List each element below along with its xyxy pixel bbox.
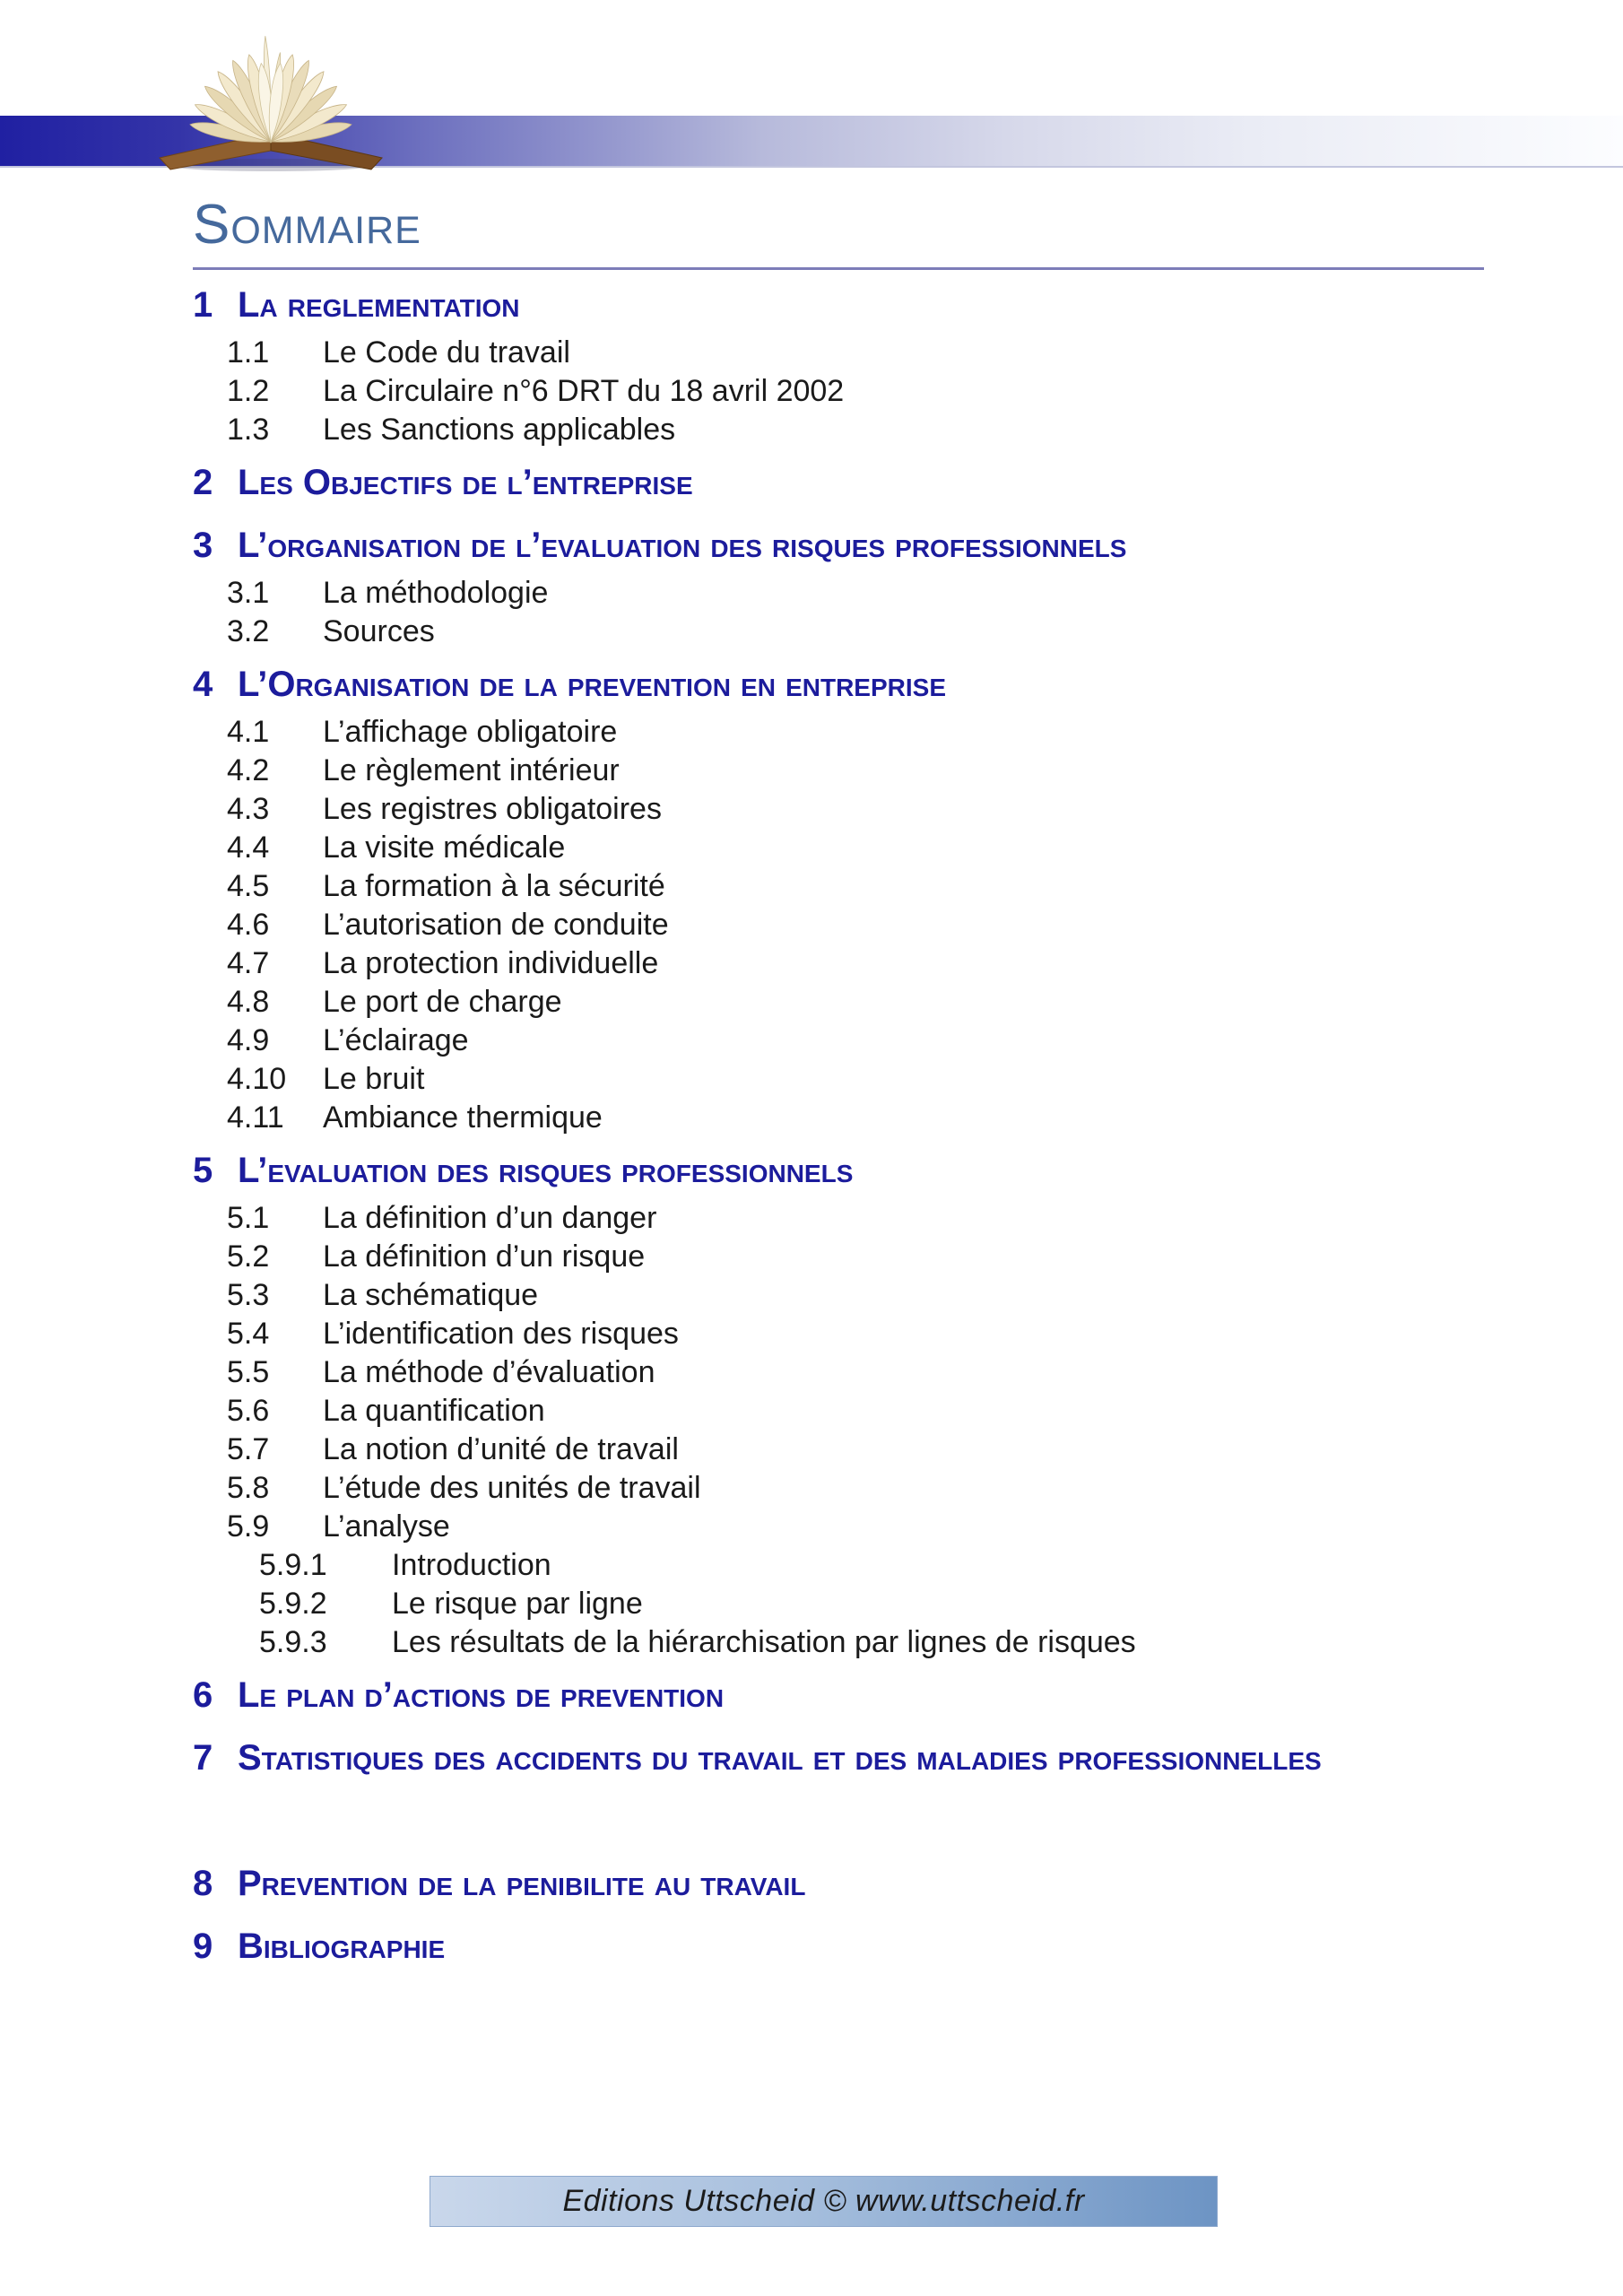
toc-entry bbox=[193, 1099, 603, 1137]
toc-label: Sources bbox=[323, 614, 435, 648]
toc-number: 6 bbox=[193, 1675, 213, 1715]
toc-entry bbox=[193, 1315, 679, 1353]
toc-number: 3 bbox=[193, 526, 213, 565]
toc-section bbox=[193, 1726, 1322, 1789]
toc-label: La définition d’un risque bbox=[323, 1239, 646, 1274]
toc-number: 5.5 bbox=[227, 1355, 270, 1389]
toc-number: 1 bbox=[193, 285, 213, 325]
toc-label: La Circulaire n°6 DRT du 18 avril 2002 bbox=[323, 374, 845, 408]
toc-entry bbox=[193, 1238, 645, 1276]
open-book-icon bbox=[136, 23, 405, 176]
toc-label: L’étude des unités de travail bbox=[323, 1471, 701, 1505]
toc-label: L’evaluation des risques professionnels bbox=[238, 1151, 854, 1190]
toc-entry bbox=[193, 829, 565, 867]
toc-section bbox=[193, 1852, 805, 1915]
toc-number: 4.3 bbox=[227, 792, 270, 826]
toc-label: Les Sanctions applicables bbox=[323, 413, 676, 447]
toc-number: 4.8 bbox=[227, 985, 270, 1019]
toc-label: Les registres obligatoires bbox=[323, 792, 662, 826]
toc-label: L’organisation de l’evaluation des risques professionnels bbox=[238, 526, 1127, 565]
toc-number: 9 bbox=[193, 1926, 213, 1966]
toc-entry bbox=[193, 1469, 701, 1508]
toc-label: La définition d’un danger bbox=[323, 1201, 657, 1235]
toc-number: 5.3 bbox=[227, 1278, 270, 1312]
toc-section bbox=[193, 653, 946, 716]
toc-entry bbox=[193, 1508, 450, 1546]
toc-label: Introduction bbox=[392, 1548, 551, 1582]
toc-label: Le risque par ligne bbox=[392, 1587, 643, 1621]
toc-number: 3.1 bbox=[227, 576, 270, 610]
toc-label: Le plan d’actions de prevention bbox=[238, 1675, 725, 1715]
toc-entry bbox=[193, 1431, 679, 1469]
toc-section bbox=[193, 514, 1126, 577]
toc-number: 5.4 bbox=[227, 1317, 270, 1351]
toc-label: La visite médicale bbox=[323, 831, 566, 865]
toc-entry bbox=[193, 983, 562, 1022]
toc-section bbox=[193, 1664, 724, 1726]
toc-number: 7 bbox=[193, 1738, 213, 1778]
toc-entry bbox=[193, 1353, 655, 1392]
toc-number: 4 bbox=[193, 665, 213, 704]
toc-label: Le port de charge bbox=[323, 985, 562, 1019]
toc-number: 5.1 bbox=[227, 1201, 270, 1235]
toc-label: La protection individuelle bbox=[323, 946, 659, 980]
toc-number: 5.9.2 bbox=[259, 1587, 327, 1621]
toc-entry bbox=[193, 752, 620, 790]
toc-label: Bibliographie bbox=[238, 1926, 446, 1966]
toc-label: Le règlement intérieur bbox=[323, 753, 620, 787]
toc-number: 5.9.3 bbox=[259, 1625, 327, 1659]
toc-number: 4.7 bbox=[227, 946, 270, 980]
toc-entry bbox=[193, 1546, 551, 1585]
title-rule bbox=[193, 267, 1484, 270]
toc-label: L’éclairage bbox=[323, 1023, 469, 1057]
toc-number: 3.2 bbox=[227, 614, 270, 648]
toc-label: Le Code du travail bbox=[323, 335, 570, 370]
toc-entry bbox=[193, 713, 617, 752]
toc-label: L’affichage obligatoire bbox=[323, 715, 618, 749]
toc-entry bbox=[193, 1060, 424, 1099]
toc-label: La formation à la sécurité bbox=[323, 869, 665, 903]
toc-number: 1.3 bbox=[227, 413, 270, 447]
toc-entry bbox=[193, 411, 675, 449]
toc-number: 4.6 bbox=[227, 908, 270, 942]
toc-number: 2 bbox=[193, 463, 213, 502]
toc-number: 4.10 bbox=[227, 1062, 287, 1096]
toc-section bbox=[193, 274, 520, 336]
toc-number: 5.6 bbox=[227, 1394, 270, 1428]
toc-entry bbox=[193, 1623, 1136, 1662]
toc-entry bbox=[193, 906, 669, 944]
toc-entry bbox=[193, 1022, 469, 1060]
toc-entry bbox=[193, 613, 435, 651]
toc-number: 1.2 bbox=[227, 374, 270, 408]
toc-label: L’Organisation de la prevention en entreprise bbox=[238, 665, 947, 704]
toc-entry bbox=[193, 867, 665, 906]
toc-entry bbox=[193, 1199, 656, 1238]
toc-entry bbox=[193, 790, 662, 829]
toc-number: 5.2 bbox=[227, 1239, 270, 1274]
toc-number: 4.4 bbox=[227, 831, 270, 865]
toc-number: 4.9 bbox=[227, 1023, 270, 1057]
toc-number: 5.7 bbox=[227, 1432, 270, 1466]
toc-label: La méthode d’évaluation bbox=[323, 1355, 655, 1389]
toc-entry bbox=[193, 574, 548, 613]
toc-entry bbox=[193, 1585, 643, 1623]
page-title: Sommaire bbox=[193, 194, 421, 256]
toc-label: Les résultats de la hiérarchisation par lignes de risques bbox=[392, 1625, 1136, 1659]
toc-entry bbox=[193, 372, 844, 411]
toc-entry bbox=[193, 1276, 538, 1315]
toc-label: L’analyse bbox=[323, 1509, 450, 1544]
toc-label: La notion d’unité de travail bbox=[323, 1432, 679, 1466]
toc-label: La reglementation bbox=[238, 285, 520, 325]
toc-label: Ambiance thermique bbox=[323, 1100, 603, 1135]
toc-label: Le bruit bbox=[323, 1062, 425, 1096]
toc-label: La méthodologie bbox=[323, 576, 549, 610]
toc-entry bbox=[193, 334, 570, 372]
toc-entry bbox=[193, 1392, 545, 1431]
footer-bar bbox=[430, 2176, 1218, 2227]
toc-number: 4.2 bbox=[227, 753, 270, 787]
toc-entry bbox=[193, 944, 658, 983]
toc-label: L’autorisation de conduite bbox=[323, 908, 669, 942]
toc-label: La quantification bbox=[323, 1394, 545, 1428]
toc-section bbox=[193, 1139, 853, 1202]
toc-section bbox=[193, 451, 693, 514]
toc-label: Statistiques des accidents du travail et des maladies professionnelles bbox=[238, 1738, 1322, 1778]
toc-number: 5.8 bbox=[227, 1471, 270, 1505]
toc-label: Prevention de la penibilite au travail bbox=[238, 1864, 806, 1903]
toc-number: 4.1 bbox=[227, 715, 270, 749]
toc-number: 8 bbox=[193, 1864, 213, 1903]
toc-number: 5.9 bbox=[227, 1509, 270, 1544]
toc-label: L’identification des risques bbox=[323, 1317, 679, 1351]
toc-label: La schématique bbox=[323, 1278, 539, 1312]
footer-text: Editions Uttscheid © www.uttscheid.fr bbox=[562, 2184, 1085, 2218]
toc-number: 4.5 bbox=[227, 869, 270, 903]
toc-number: 5 bbox=[193, 1151, 213, 1190]
toc-number: 4.11 bbox=[227, 1100, 284, 1135]
toc-section bbox=[193, 1915, 445, 1978]
toc-number: 1.1 bbox=[227, 335, 270, 370]
toc-label: Les Objectifs de l’entreprise bbox=[238, 463, 693, 502]
toc-number: 5.9.1 bbox=[259, 1548, 327, 1582]
